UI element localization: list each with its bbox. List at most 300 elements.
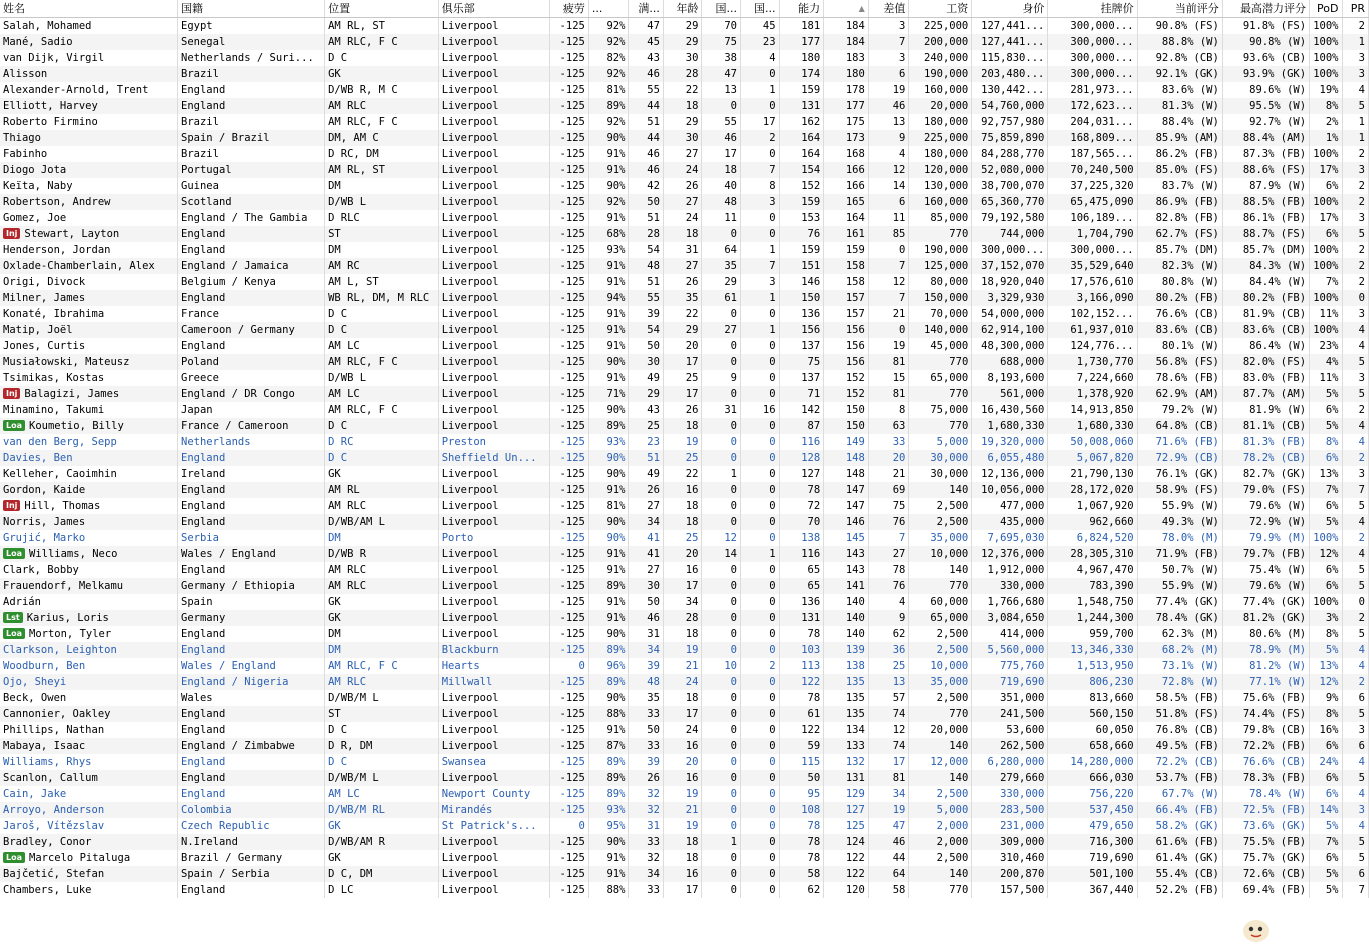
table-row[interactable] (0, 338, 1369, 354)
cell-name[interactable] (0, 34, 178, 50)
cell-current-rating (1137, 290, 1222, 306)
cell-value: 122 (801, 676, 821, 688)
cell-value: 88.6% (FS) (1242, 164, 1307, 176)
cell-value: 0 (730, 708, 737, 720)
table-row[interactable] (0, 866, 1369, 882)
cell-position (325, 626, 439, 642)
cell-name[interactable] (0, 690, 178, 706)
cell-value: 70 (724, 20, 737, 32)
cell-club[interactable] (438, 642, 550, 658)
table-row[interactable] (0, 546, 1369, 562)
cell-value: 79.8% (CB) (1242, 724, 1307, 736)
cell-value: 13 (724, 84, 737, 96)
cell-club[interactable] (438, 194, 550, 210)
cell-name[interactable] (0, 610, 178, 626)
table-row[interactable] (0, 434, 1369, 450)
cell-value: -125 (559, 644, 585, 656)
table-row[interactable] (0, 98, 1369, 114)
cell-club[interactable] (438, 226, 550, 242)
cell-name[interactable] (0, 290, 178, 306)
table-row[interactable] (0, 210, 1369, 226)
cell-club[interactable] (438, 66, 550, 82)
cell-name[interactable] (0, 386, 178, 402)
cell-club[interactable] (438, 162, 550, 178)
cell-name[interactable] (0, 18, 178, 35)
table-row[interactable] (0, 18, 1369, 35)
cell-club[interactable] (438, 338, 550, 354)
cell-name[interactable] (0, 706, 178, 722)
cell-value: 166 (845, 164, 865, 176)
cell-value: 147 (845, 500, 865, 512)
cell-value: 8,193,600 (987, 372, 1045, 384)
cell-club[interactable] (438, 50, 550, 66)
cell-value: 100% (1313, 196, 1339, 208)
cell-club[interactable] (438, 674, 550, 690)
table-row[interactable] (0, 82, 1369, 98)
cell-name[interactable] (0, 354, 178, 370)
table-row[interactable] (0, 50, 1369, 66)
cell-pod (1310, 82, 1342, 98)
cell-club[interactable] (438, 514, 550, 530)
cell-club[interactable] (438, 562, 550, 578)
cell-value: 78.0% (M) (1161, 532, 1219, 544)
table-row[interactable] (0, 690, 1369, 706)
cell-club[interactable] (438, 258, 550, 274)
cell-club[interactable] (438, 498, 550, 514)
cell-name[interactable] (0, 882, 178, 898)
table-row[interactable] (0, 802, 1369, 818)
cell-name[interactable] (0, 402, 178, 418)
cell-value: 65,000 (930, 612, 969, 624)
cell-name[interactable] (0, 642, 178, 658)
cell-club[interactable] (438, 786, 550, 802)
table-row[interactable] (0, 226, 1369, 242)
cell-name[interactable] (0, 194, 178, 210)
table-row[interactable] (0, 642, 1369, 658)
cell-value: 21 (685, 804, 699, 816)
column-header-asking-price[interactable] (1048, 0, 1137, 18)
cell-nationality (178, 274, 325, 290)
cell-nationality (178, 690, 325, 706)
cell-nationality (178, 130, 325, 146)
cell-value: 89% (606, 772, 626, 784)
cell-name[interactable] (0, 162, 178, 178)
column-header-value[interactable] (972, 0, 1048, 18)
table-row[interactable] (0, 450, 1369, 466)
cell-current-ability (779, 482, 824, 498)
table-row[interactable] (0, 770, 1369, 786)
cell-value: 90% (606, 628, 626, 640)
column-header-potential-ability[interactable] (824, 0, 869, 18)
cell-value: AM RLC (328, 676, 367, 688)
cell-condition (588, 130, 629, 146)
cell-nationality (178, 258, 325, 274)
cell-value: Gomez, Joe (3, 212, 67, 224)
cell-club[interactable] (438, 738, 550, 754)
cell-name[interactable] (0, 306, 178, 322)
column-header-age[interactable] (663, 0, 702, 18)
cell-club[interactable] (438, 322, 550, 338)
cell-potential-ability (824, 690, 869, 706)
cell-name[interactable] (0, 450, 178, 466)
cell-club[interactable] (438, 178, 550, 194)
column-header-nationality[interactable] (178, 0, 325, 18)
cell-caps (702, 210, 741, 226)
cell-name[interactable] (0, 546, 178, 562)
table-row[interactable] (0, 578, 1369, 594)
cell-club[interactable] (438, 210, 550, 226)
table-row[interactable] (0, 258, 1369, 274)
column-header-position[interactable] (325, 0, 439, 18)
cell-club[interactable] (438, 354, 550, 370)
cell-value: 20 (685, 756, 699, 768)
cell-club[interactable] (438, 370, 550, 386)
table-row[interactable] (0, 530, 1369, 546)
cell-value: 128 (801, 452, 821, 464)
cell-name[interactable] (0, 66, 178, 82)
cell-name[interactable] (0, 146, 178, 162)
cell-value: 72.9% (W) (1249, 516, 1307, 528)
cell-value: 62 (807, 884, 821, 896)
table-row[interactable] (0, 610, 1369, 626)
cell-club[interactable] (438, 18, 550, 35)
cell-club[interactable] (438, 306, 550, 322)
table-row[interactable] (0, 370, 1369, 386)
cell-value: 76 (892, 580, 906, 592)
cell-name[interactable] (0, 274, 178, 290)
cell-current-ability (779, 258, 824, 274)
table-row[interactable] (0, 498, 1369, 514)
column-header-pod[interactable] (1310, 0, 1342, 18)
cell-value: 5 (1358, 708, 1365, 720)
cell-name[interactable] (0, 226, 178, 242)
table-row[interactable] (0, 594, 1369, 610)
cell-name[interactable] (0, 82, 178, 98)
table-row[interactable] (0, 274, 1369, 290)
cell-match-sharpness (629, 690, 663, 706)
cell-wage (909, 546, 972, 562)
cell-value: Morton, Tyler (29, 628, 112, 640)
table-row[interactable] (0, 658, 1369, 674)
cell-intl-goals (741, 130, 780, 146)
cell-name[interactable] (0, 594, 178, 610)
table-row[interactable] (0, 466, 1369, 482)
table-row[interactable] (0, 402, 1369, 418)
cell-club[interactable] (438, 706, 550, 722)
cell-name[interactable] (0, 178, 178, 194)
cell-name[interactable] (0, 434, 178, 450)
cell-value: 55 (724, 116, 737, 128)
cell-club[interactable] (438, 98, 550, 114)
cell-club[interactable] (438, 802, 550, 818)
cell-position (325, 338, 439, 354)
cell-name[interactable] (0, 722, 178, 738)
cell-pod (1310, 354, 1342, 370)
cell-current-rating (1137, 98, 1222, 114)
cell-club[interactable] (438, 594, 550, 610)
table-row[interactable] (0, 722, 1369, 738)
cell-club[interactable] (438, 82, 550, 98)
cell-nationality (178, 866, 325, 882)
cell-current-rating (1137, 146, 1222, 162)
column-header-intl-goals[interactable] (741, 0, 780, 18)
cell-value: 91% (606, 596, 626, 608)
cell-name[interactable] (0, 754, 178, 770)
cell-value: Liverpool (441, 52, 499, 64)
cell-club[interactable] (438, 242, 550, 258)
table-row[interactable] (0, 146, 1369, 162)
table-row[interactable] (0, 674, 1369, 690)
cell-club[interactable] (438, 274, 550, 290)
cell-fatigue (550, 82, 589, 98)
cell-club[interactable] (438, 850, 550, 866)
cell-name[interactable] (0, 482, 178, 498)
cell-caps (702, 466, 741, 482)
cell-club[interactable] (438, 882, 550, 898)
cell-current-ability (779, 882, 824, 898)
cell-club[interactable] (438, 146, 550, 162)
cell-value: 0 (769, 756, 776, 768)
cell-value: 49.5% (FB) (1155, 740, 1219, 752)
cell-name[interactable] (0, 770, 178, 786)
cell-club[interactable] (438, 290, 550, 306)
cell-value: 0 (730, 500, 737, 512)
cell-value: 145 (845, 532, 865, 544)
cell-value (972, 658, 1048, 674)
cell-value: 154 (801, 164, 821, 176)
table-row[interactable] (0, 834, 1369, 850)
cell-ability-gap (868, 530, 909, 546)
cell-value: 89% (606, 788, 626, 800)
table-row[interactable] (0, 306, 1369, 322)
cell-value: 66.4% (FB) (1155, 804, 1219, 816)
cell-club[interactable] (438, 466, 550, 482)
cell-value: 17 (724, 148, 737, 160)
cell-name[interactable] (0, 658, 178, 674)
cell-age (663, 850, 702, 866)
cell-value (972, 274, 1048, 290)
cell-value: 2,000 (936, 836, 969, 848)
table-row[interactable] (0, 418, 1369, 434)
cell-value: 165 (845, 196, 865, 208)
table-row[interactable] (0, 354, 1369, 370)
table-row[interactable] (0, 66, 1369, 82)
column-header-name[interactable] (0, 0, 178, 18)
column-header-caps[interactable] (702, 0, 741, 18)
cell-asking-price (1048, 818, 1137, 834)
column-header-ability-gap[interactable] (868, 0, 909, 18)
cell-condition (588, 770, 629, 786)
cell-caps (702, 802, 741, 818)
cell-current-ability (779, 802, 824, 818)
cell-name[interactable] (0, 530, 178, 546)
cell-value: 6% (1325, 500, 1339, 512)
cell-club[interactable] (438, 722, 550, 738)
cell-value: 140 (845, 596, 865, 608)
status-badge: Loa (3, 852, 25, 863)
column-header-current-ability[interactable] (779, 0, 824, 18)
cell-name[interactable] (0, 498, 178, 514)
cell-club[interactable] (438, 546, 550, 562)
cell-position (325, 754, 439, 770)
cell-name[interactable] (0, 370, 178, 386)
cell-current-ability (779, 722, 824, 738)
cell-name[interactable] (0, 242, 178, 258)
cell-asking-price (1048, 338, 1137, 354)
cell-value (972, 306, 1048, 322)
cell-name[interactable] (0, 818, 178, 834)
table-row[interactable] (0, 738, 1369, 754)
table-row[interactable] (0, 322, 1369, 338)
cell-club[interactable] (438, 114, 550, 130)
cell-club[interactable] (438, 658, 550, 674)
column-header-current-rating[interactable] (1137, 0, 1222, 18)
cell-club[interactable] (438, 754, 550, 770)
table-row[interactable] (0, 178, 1369, 194)
cell-name[interactable] (0, 114, 178, 130)
cell-caps (702, 306, 741, 322)
cell-pod (1310, 578, 1342, 594)
cell-value: 3,166,090 (1076, 292, 1134, 304)
cell-name[interactable] (0, 514, 178, 530)
cell-name[interactable] (0, 418, 178, 434)
cell-name[interactable] (0, 850, 178, 866)
cell-club[interactable] (438, 34, 550, 50)
cell-name[interactable] (0, 578, 178, 594)
cell-club[interactable] (438, 610, 550, 626)
cell-condition (588, 482, 629, 498)
cell-caps (702, 66, 741, 82)
cell-name[interactable] (0, 338, 178, 354)
cell-club[interactable] (438, 450, 550, 466)
table-row[interactable] (0, 626, 1369, 642)
cell-pod (1310, 242, 1342, 258)
cell-value: Salah, Mohamed (3, 20, 92, 32)
column-header-pr[interactable] (1342, 0, 1369, 18)
cell-name[interactable] (0, 466, 178, 482)
cell-club[interactable] (438, 834, 550, 850)
cell-condition (588, 834, 629, 850)
cell-value: 0 (730, 724, 737, 736)
cell-name[interactable] (0, 626, 178, 642)
cell-name[interactable] (0, 258, 178, 274)
table-row[interactable] (0, 34, 1369, 50)
table-row[interactable] (0, 130, 1369, 146)
cell-name[interactable] (0, 322, 178, 338)
cell-name[interactable] (0, 738, 178, 754)
cell-club[interactable] (438, 386, 550, 402)
table-row[interactable] (0, 818, 1369, 834)
table-row[interactable] (0, 850, 1369, 866)
table-row[interactable] (0, 242, 1369, 258)
table-row[interactable] (0, 514, 1369, 530)
cell-value: 225,000 (924, 132, 969, 144)
cell-intl-goals (741, 386, 780, 402)
cell-value: 29 (647, 388, 660, 400)
cell-pod (1310, 258, 1342, 274)
cell-name[interactable] (0, 210, 178, 226)
cell-club[interactable] (438, 482, 550, 498)
column-header-fatigue[interactable] (550, 0, 589, 18)
cell-value: DM (328, 628, 341, 640)
cell-club[interactable] (438, 530, 550, 546)
table-row[interactable] (0, 290, 1369, 306)
cell-value: 16 (685, 740, 699, 752)
table-row[interactable] (0, 786, 1369, 802)
cell-value (972, 322, 1048, 338)
cell-value: 130,000 (924, 180, 969, 192)
cell-name[interactable] (0, 674, 178, 690)
cell-value: Netherlands (181, 436, 251, 448)
cell-club[interactable] (438, 434, 550, 450)
cell-value: 79.6% (W) (1249, 500, 1307, 512)
table-row[interactable] (0, 754, 1369, 770)
cell-club[interactable] (438, 418, 550, 434)
table-row[interactable] (0, 194, 1369, 210)
cell-club[interactable] (438, 626, 550, 642)
cell-value: Mirandés (441, 804, 493, 816)
cell-match-sharpness (629, 850, 663, 866)
cell-value: 156 (801, 324, 821, 336)
cell-name[interactable] (0, 866, 178, 882)
cell-club[interactable] (438, 578, 550, 594)
cell-condition (588, 514, 629, 530)
cell-value: 82.3% (W) (1161, 260, 1219, 272)
cell-club[interactable] (438, 402, 550, 418)
column-header-match-sharpness[interactable] (629, 0, 663, 18)
table-row[interactable] (0, 482, 1369, 498)
table-row[interactable] (0, 706, 1369, 722)
cell-club[interactable] (438, 130, 550, 146)
cell-pr (1342, 354, 1369, 370)
cell-value: 93.9% (GK) (1242, 68, 1307, 80)
table-row[interactable] (0, 114, 1369, 130)
cell-intl-goals (741, 674, 780, 690)
cell-value: 83.6% (CB) (1155, 324, 1219, 336)
column-header-wage[interactable] (909, 0, 972, 18)
cell-name[interactable] (0, 562, 178, 578)
cell-value: 57 (892, 692, 906, 704)
table-row[interactable] (0, 882, 1369, 898)
cell-match-sharpness (629, 802, 663, 818)
cell-name[interactable] (0, 98, 178, 114)
cell-value: France / Cameroon (181, 420, 289, 432)
table-row[interactable] (0, 386, 1369, 402)
cell-name[interactable] (0, 50, 178, 66)
cell-value: 33 (647, 836, 660, 848)
cell-value (972, 226, 1048, 242)
column-header-condition[interactable] (588, 0, 629, 18)
cell-name[interactable] (0, 802, 178, 818)
cell-club[interactable] (438, 818, 550, 834)
table-row[interactable] (0, 562, 1369, 578)
cell-asking-price (1048, 626, 1137, 642)
column-header-club[interactable] (438, 0, 550, 18)
cell-name[interactable] (0, 834, 178, 850)
cell-name[interactable] (0, 130, 178, 146)
cell-value: 18 (724, 164, 737, 176)
cell-club[interactable] (438, 866, 550, 882)
cell-club[interactable] (438, 690, 550, 706)
cell-name[interactable] (0, 786, 178, 802)
cell-value: 79.6% (W) (1249, 580, 1307, 592)
cell-value: Senegal (181, 36, 226, 48)
cell-club[interactable] (438, 770, 550, 786)
cell-value: 54 (647, 244, 660, 256)
table-row[interactable] (0, 162, 1369, 178)
cell-caps (702, 194, 741, 210)
column-header-max-potential-rating[interactable] (1222, 0, 1309, 18)
